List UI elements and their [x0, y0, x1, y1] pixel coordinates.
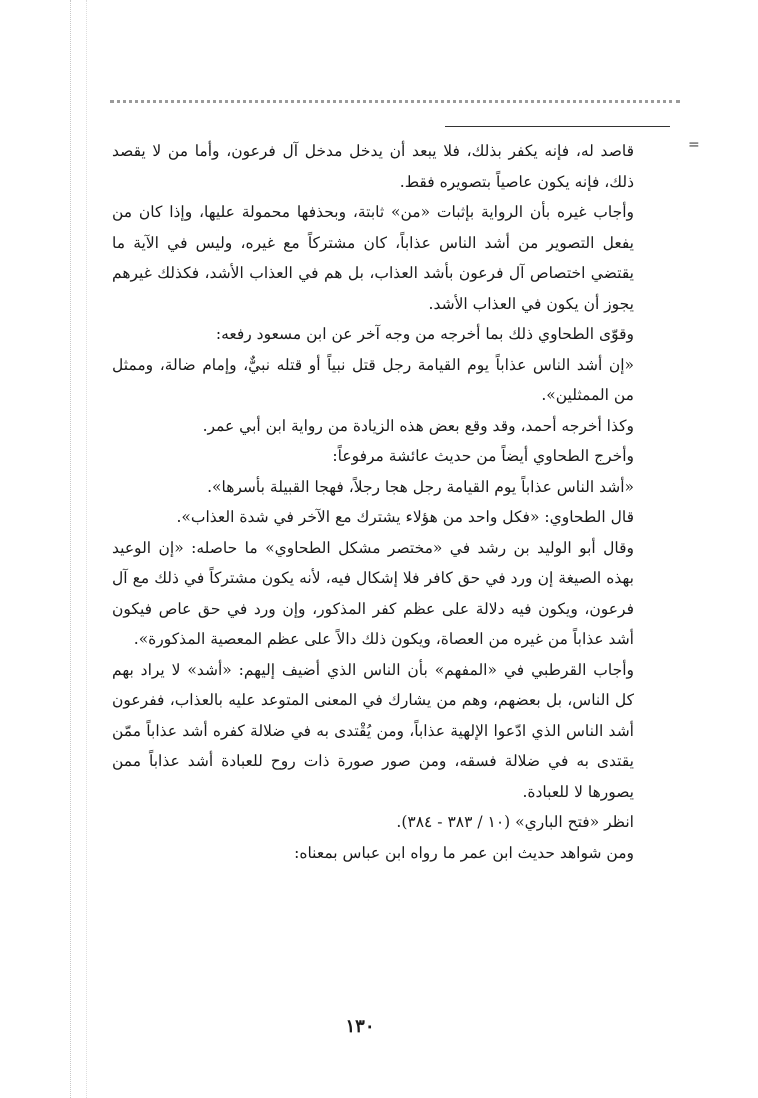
paragraph: «إن أشد الناس عذاباً يوم القيامة رجل قتل نبياً أو قتله نبيٌّ، وإمام ضالة، وممثل من الممثلين».: [112, 355, 634, 404]
body-text: [112, 136, 634, 868]
margin-note-mark: =: [688, 137, 700, 153]
scan-edge-dots: [70, 0, 71, 1098]
paragraph: وقوّى الطحاوي ذلك بما أخرجه من وجه آخر عن ابن مسعود رفعه:: [215, 325, 634, 343]
header-dotted-line: [110, 100, 680, 103]
paragraph: وأجاب غيره بأن الرواية بإثبات «من» ثابتة، وبحذفها محمولة عليها، وإذا كان من يفعل التصوير من أشد الناس عذاباً، كان مشتركاً مع غيره، وليس في الآية ما يقتضي اختصاص آل فرعون بأشد العذاب، بل هم في العذاب الأشد، فكذلك غيرهم يجوز أن يكون في العذاب الأشد.: [112, 203, 634, 313]
paragraph: وقال أبو الوليد بن رشد في «مختصر مشكل الطحاوي» ما حاصله: «إن الوعيد بهذه الصيغة إن ورد في حق كافر فلا إشكال فيه، لأنه يكون مشتركاً في ذلك مع آل فرعون، ويكون فيه دلالة على عظم كفر المذكور، وإن ورد في حق عاص فيكون أشد عذاباً من غيره من العصاة، ويكون ذلك دالاً على عظم المعصية المذكورة».: [112, 538, 634, 648]
paragraph: وأخرج الطحاوي أيضاً من حديث عائشة مرفوعاً:: [332, 447, 634, 465]
paragraph: «أشد الناس عذاباً يوم القيامة رجل هجا رجلاً، فهجا القبيلة بأسرها».: [207, 477, 634, 496]
paragraph: وكذا أخرجه أحمد، وقد وقع بعض هذه الزيادة من رواية ابن أبي عمر.: [202, 416, 634, 435]
footnote-rule: [445, 126, 670, 127]
paragraph: قاصد له، فإنه يكفر بذلك، فلا يبعد أن يدخل مدخل آل فرعون، وأما من لا يقصد ذلك، فإنه يكون عاصياً بتصويره فقط.: [112, 142, 634, 191]
paragraph: انظر «فتح الباري» (١٠ / ٣٨٣ - ٣٨٤).: [396, 813, 634, 831]
scan-edge-dots-inner: [86, 0, 87, 1098]
page-number: ١٣٠: [345, 1016, 375, 1037]
paragraph: وأجاب القرطبي في «المفهم» بأن الناس الذي أضيف إليهم: «أشد» لا يراد بهم كل الناس، بل بعضهم، وهم من يشارك في المعنى المتوعد عليه بالعذاب، ففرعون أشد الناس الذي ادّعوا الإلهية عذاباً، ومن يُقْتدى به في ضلالة كفره أشد عذاباً ممّن يقتدى به في ضلالة فسقه، ومن صور صورة ذات روح للعبادة أشد عذاباً ممن يصورها لا للعبادة.: [112, 660, 634, 801]
paragraph: ومن شواهد حديث ابن عمر ما رواه ابن عباس بمعناه:: [294, 843, 634, 862]
paragraph: قال الطحاوي: «فكل واحد من هؤلاء يشترك مع الآخر في شدة العذاب».: [176, 508, 634, 526]
